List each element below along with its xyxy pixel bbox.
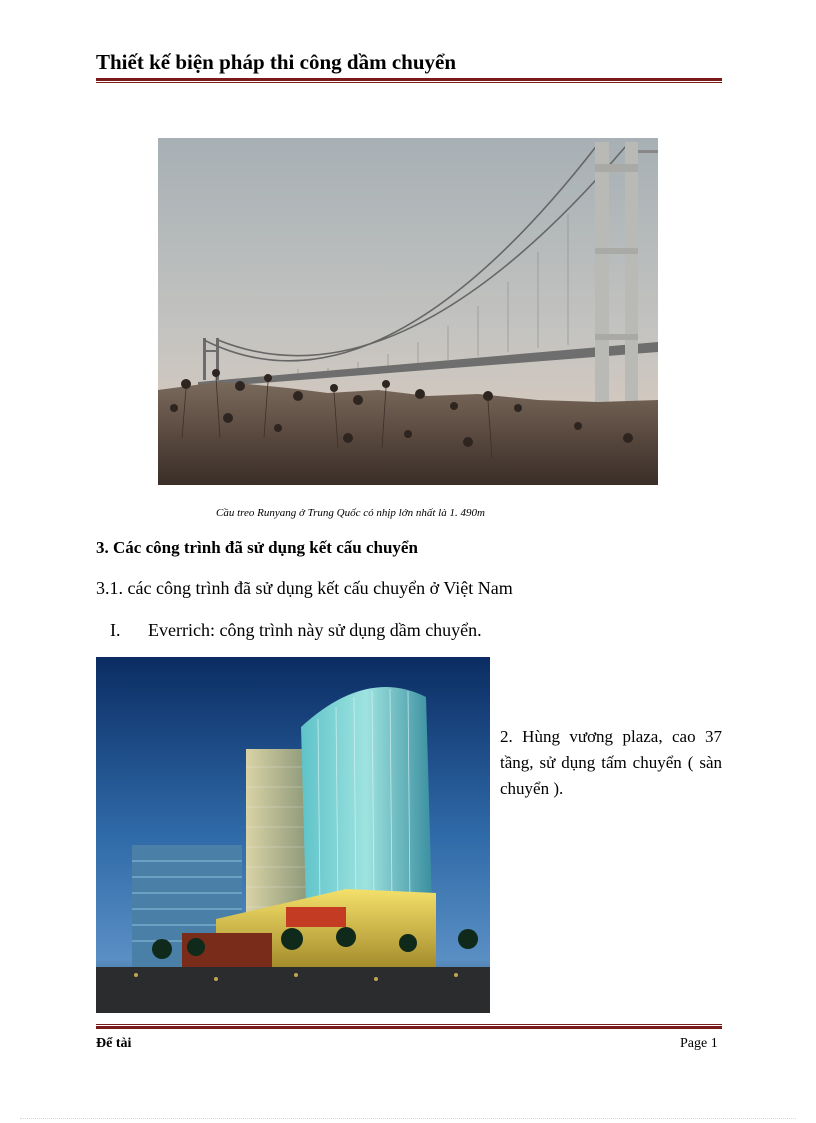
building-description: 2. Hùng vương plaza, cao 37 tầng, sử dụng tấm chuyển ( sàn chuyển ).: [500, 727, 722, 798]
list-item-number: I.: [110, 620, 121, 640]
list-item-text: Everrich: công trình này sử dụng dầm chuyển.: [148, 620, 482, 640]
footer-page-number: Page 1: [680, 1036, 718, 1051]
section-heading: 3. Các công trình đã sử dụng kết cấu chuyển: [96, 538, 418, 557]
bridge-photo: [158, 138, 658, 485]
subsection-heading: 3.1. các công trình đã sử dụng kết cấu chuyển ở Việt Nam: [96, 578, 513, 598]
bridge-photo-caption: Cầu treo Runyang ở Trung Quốc có nhịp lớn nhất là 1. 490m: [216, 507, 485, 519]
document-header-title: Thiết kế biện pháp thi công dầm chuyển: [96, 50, 456, 74]
page-bottom-divider: [20, 1118, 796, 1119]
list-item: [110, 620, 482, 641]
footer-left-text: Để tài: [96, 1036, 132, 1051]
footer-rule: [96, 1024, 722, 1029]
building-photo: [96, 657, 490, 1013]
header-rule: [96, 78, 722, 83]
